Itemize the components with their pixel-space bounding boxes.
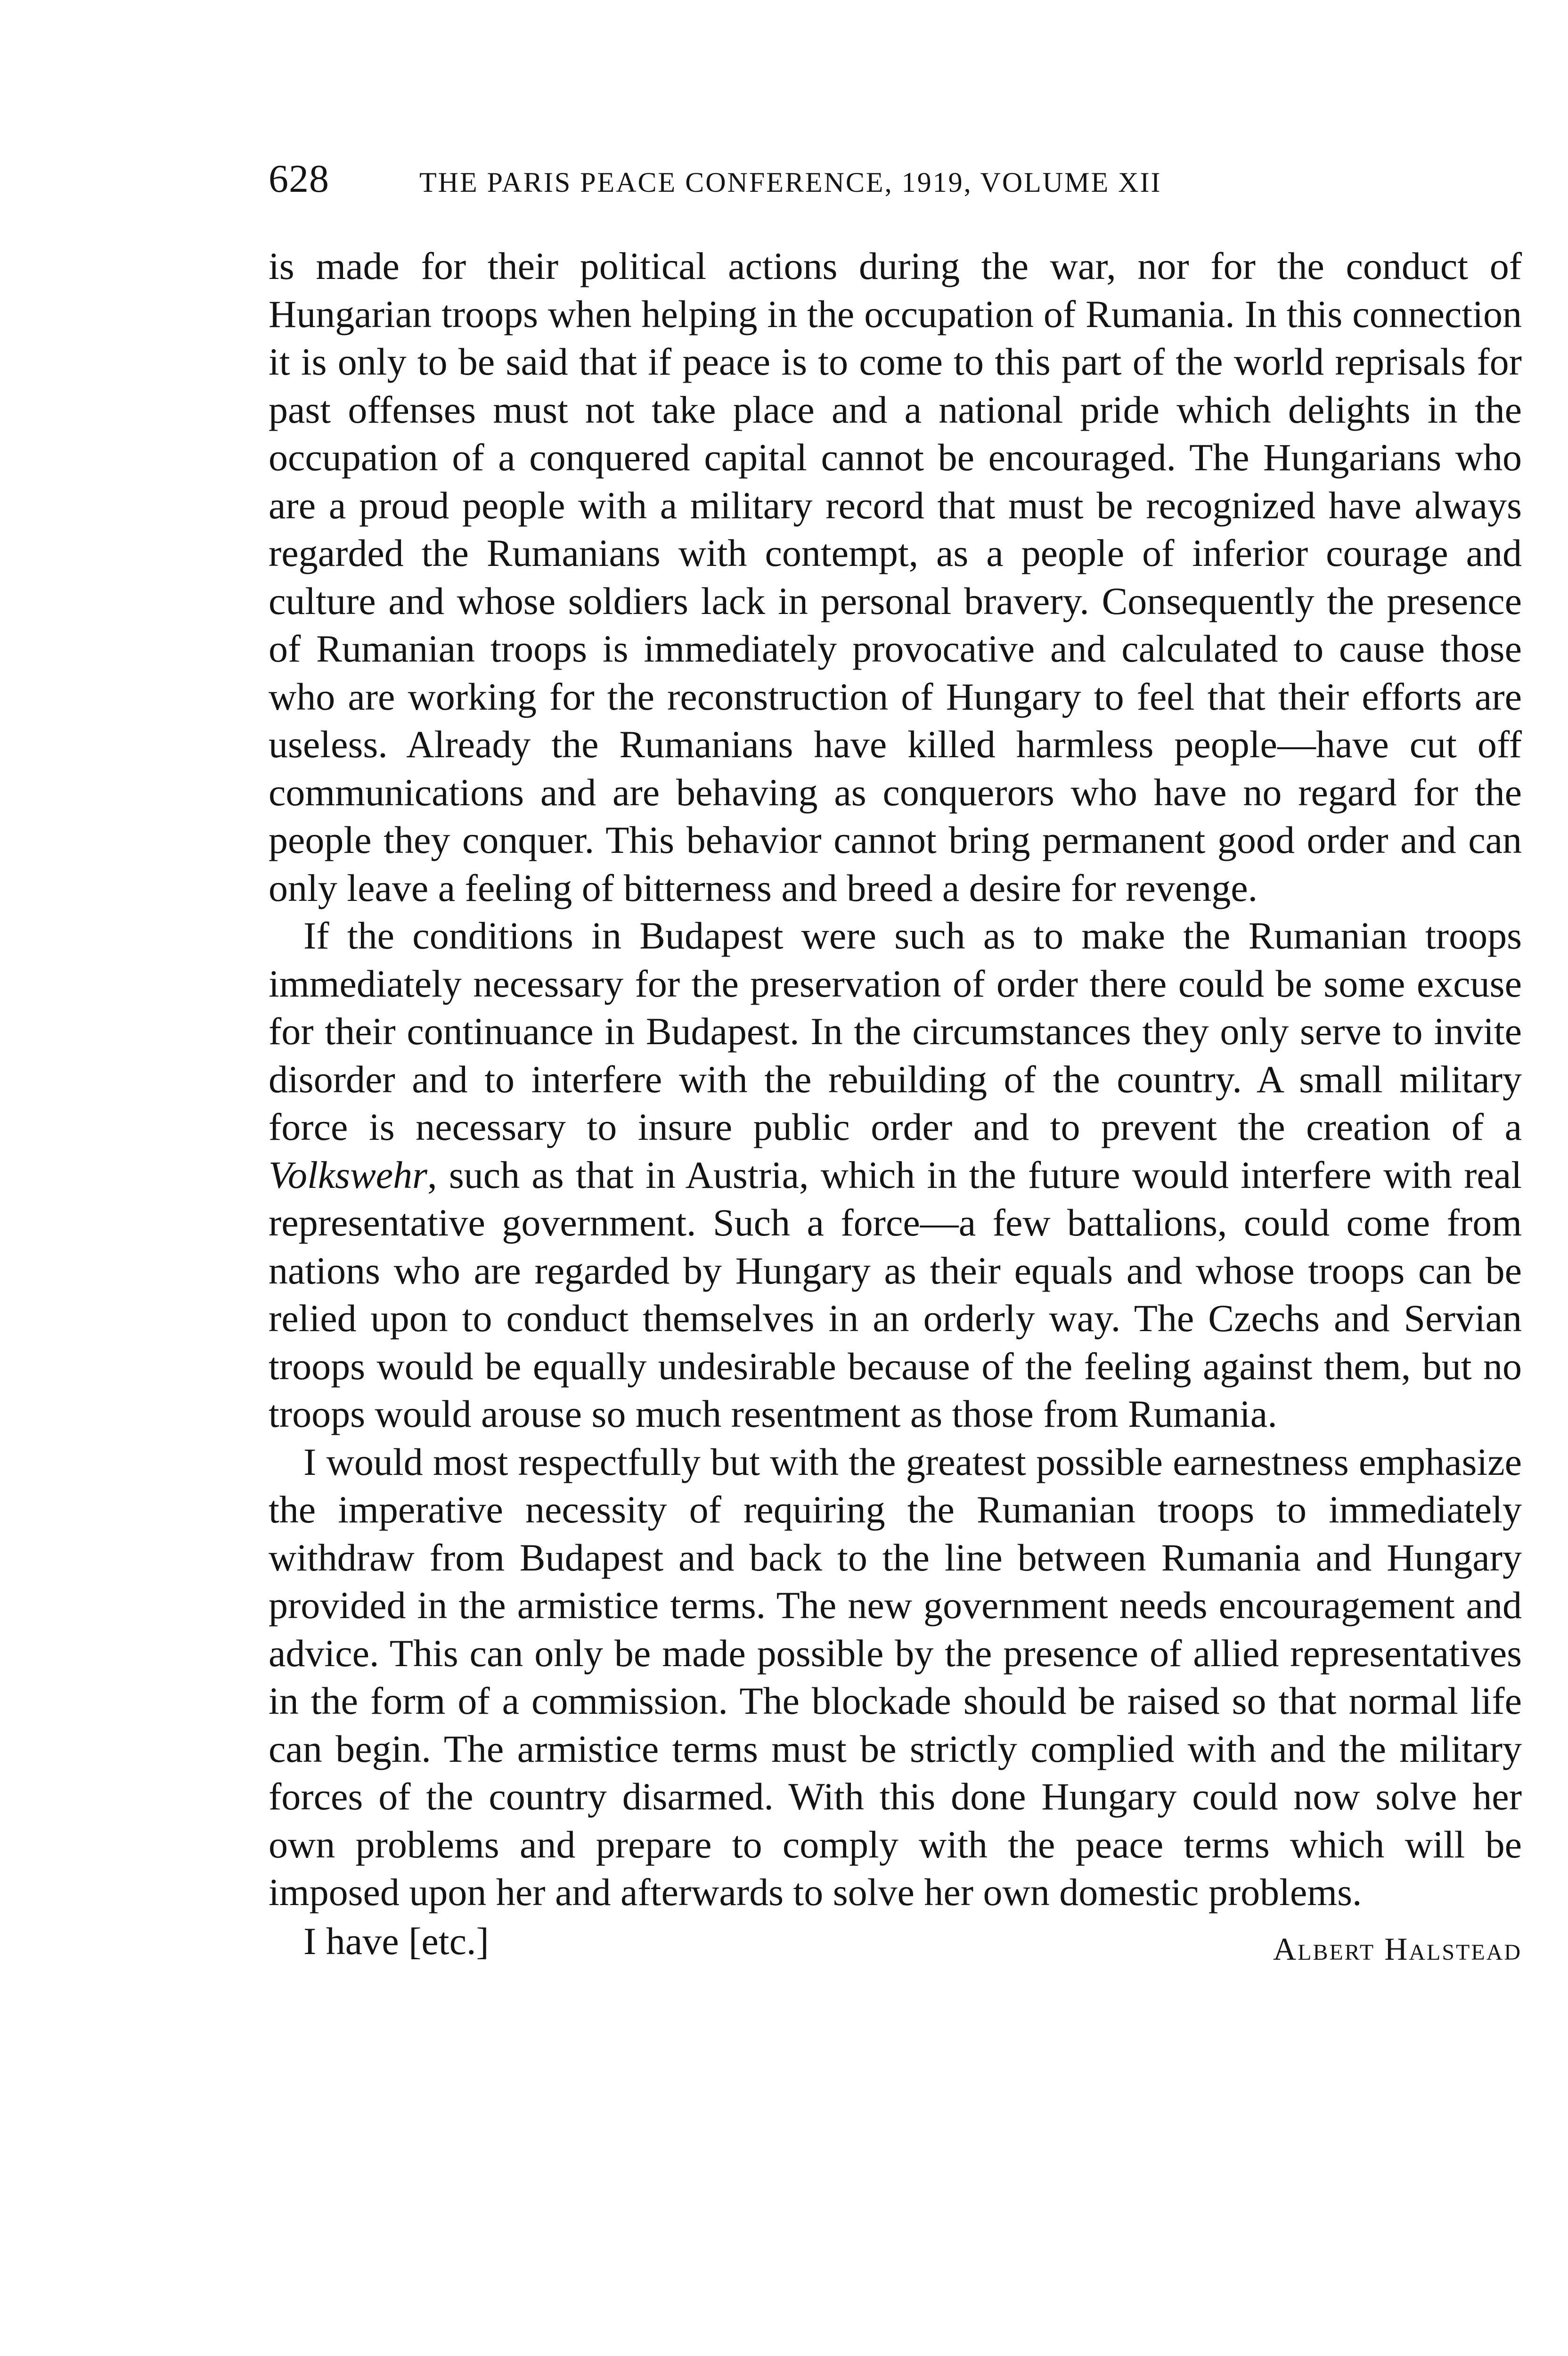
paragraph-2-text-before: If the conditions in Budapest were such as to make the Rumanian troops immediately necessary for the preservation of order there could be some excuse for their continuance in Budapest. In the circumstances they only serve to invite disorder and to interfere with the rebuilding of the country. A small military force is necessary to insure public order and to prevent the creation of a: [269, 914, 1522, 1148]
paragraph-1: is made for their political actions during the war, nor for the conduct of Hungarian troops when helping in the occupation of Rumania. In this connection it is only to be said that if peace is to come to this part of the world reprisals for past offenses must not take place and a national pride which delights in the occupation of a conquered capital cannot be encouraged. The Hungarians who are a proud people with a military record that must be recognized have always regarded the Rumanians with contempt, as a people of inferior courage and culture and whose soldiers lack in personal bravery. Consequently the presence of Rumanian troops is immediately provocative and calculated to cause those who are working for the reconstruction of Hungary to feel that their efforts are useless. Already the Rumanians have killed harmless people—have cut off communications and are behaving as conquerors who have no regard for the people they conquer. This behavior cannot bring permanent good order and can only leave a feeling of bitterness and breed a desire for revenge.: [269, 245, 1522, 909]
page-number: 628: [269, 157, 329, 201]
running-header: [269, 155, 1522, 217]
paragraph-3: I would most respectfully but with the greatest possible earnestness emphasize the imperative necessity of requiring the Rumanian troops to immediately withdraw from Budapest and back to the line between Rumania and Hungary provided in the armistice terms. The new government needs encouragement and advice. This can only be made possible by the presence of allied representatives in the form of a commission. The blockade should be raised so that normal life can begin. The armistice terms must be strictly complied with and the military forces of the country disarmed. With this done Hungary could now solve her own problems and prepare to comply with the peace terms which will be imposed upon her and afterwards to solve her own domestic problems.: [269, 1440, 1522, 1914]
body-text: [269, 242, 1522, 1916]
paragraph-2-text-after: , such as that in Austria, which in the future would interfere with real representative government. Such a force—a few battalions, could come from nations who are regarded by Hungary as their equals and whose troops can be relied upon to conduct themselves in an orderly way. The Czechs and Servian troops would be equally undesirable because of the feeling against them, but no troops would arouse so much resentment as those from Rumania.: [269, 1153, 1522, 1435]
document-page: [269, 155, 1522, 1969]
paragraph-2: [269, 912, 1522, 1438]
signature: Albert Halstead: [1273, 1931, 1522, 1967]
letter-closing: [269, 1917, 1522, 1969]
paragraph-2-italic-term: Volkswehr: [269, 1153, 428, 1196]
header-title: THE PARIS PEACE CONFERENCE, 1919, VOLUME XII: [419, 167, 1162, 198]
complimentary-close: I have [etc.]: [303, 1919, 489, 1963]
